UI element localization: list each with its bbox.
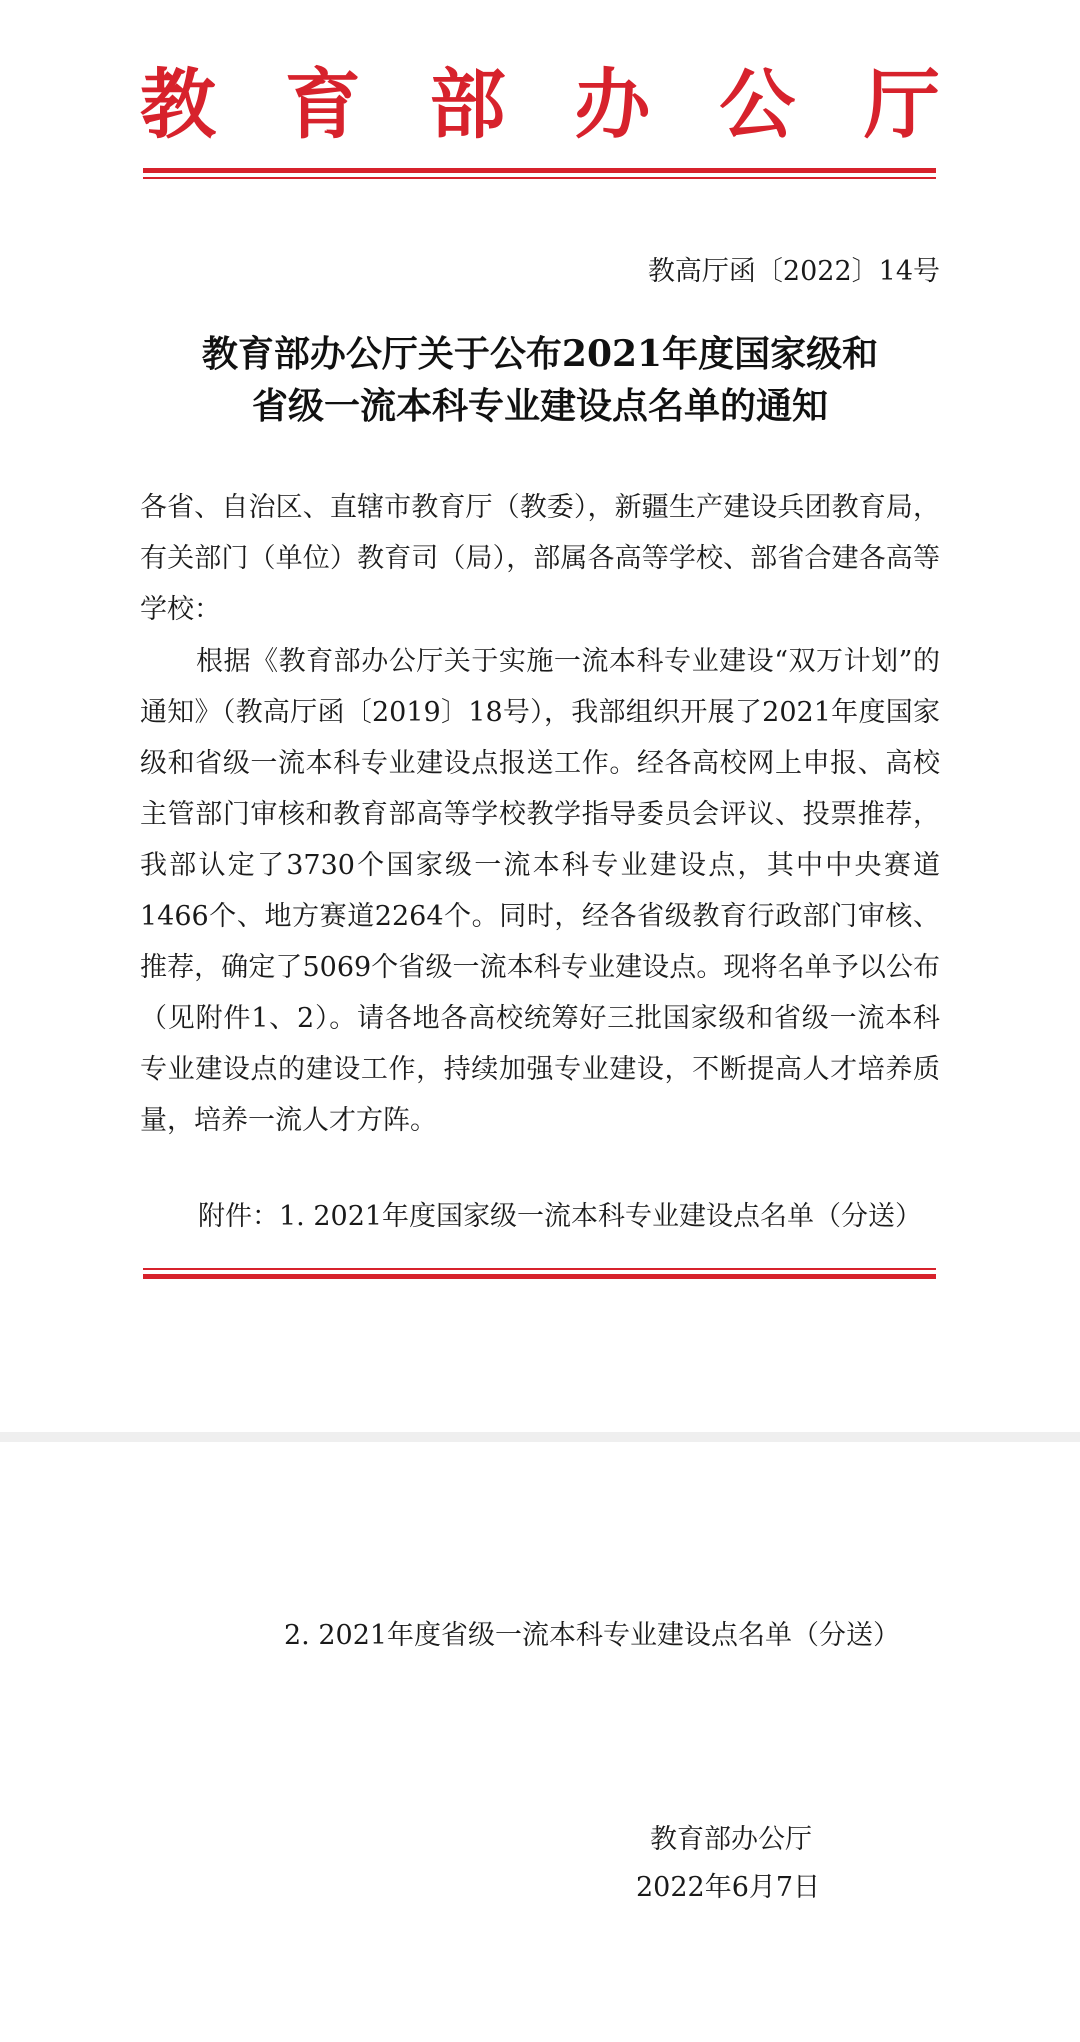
issuing-office: 教育部办公厅: [650, 1824, 812, 1855]
document-number: 教高厅函〔2022〕14号: [647, 256, 940, 287]
masthead-title: [140, 60, 940, 150]
document-title: [140, 328, 940, 432]
masthead-char: 厅: [863, 60, 940, 149]
masthead-char: 公: [719, 60, 796, 149]
masthead-char: 办: [574, 60, 651, 149]
masthead-char: 教: [140, 60, 216, 149]
masthead-char: 育: [284, 60, 361, 149]
title-line-1: 教育部办公厅关于公布2021年度国家级和: [201, 333, 879, 375]
body-paragraph: 根据《教育部办公厅关于实施一流本科专业建设“双万计划”的通知》（教高厅函〔2019〕18号），我部组织开展了2021年度国家级和省级一流本科专业建设点报送工作。经各高校网上申报、高校主管部门审核和教育部高等学校教学指导委员会评议、投票推荐，我部认定了3730个国家级一流本科专业建设点，其中中央赛道1466个、地方赛道2264个。同时，经各省级教育行政部门审核、推荐，确定了5069个省级一流本科专业建设点。现将名单予以公布（见附件1、2）。请各地各高校统筹好三批国家级和省级一流本科专业建设点的建设工作，持续加强专业建设，不断提高人才培养质量，培养一流人才方阵。: [140, 646, 940, 1136]
attachment-2: 2. 2021年度省级一流本科专业建设点名单（分送）: [284, 1620, 901, 1651]
attachment-1: 附件：1. 2021年度国家级一流本科专业建设点名单（分送）: [198, 1201, 923, 1232]
title-line-2: 省级一流本科专业建设点名单的通知: [251, 385, 828, 427]
masthead-char: 部: [429, 60, 506, 149]
salutation-paragraph: 各省、自治区、直辖市教育厅（教委），新疆生产建设兵团教育局，有关部门（单位）教育司（局），部属各高等学校、部省合建各高等学校：: [140, 492, 940, 625]
masthead-red-divider: [143, 168, 936, 179]
page-separator: [0, 1432, 1080, 1442]
issue-date: 2022年6月7日: [636, 1872, 821, 1903]
document-page-2: [0, 1442, 1080, 2042]
footer-red-divider: [143, 1268, 936, 1279]
